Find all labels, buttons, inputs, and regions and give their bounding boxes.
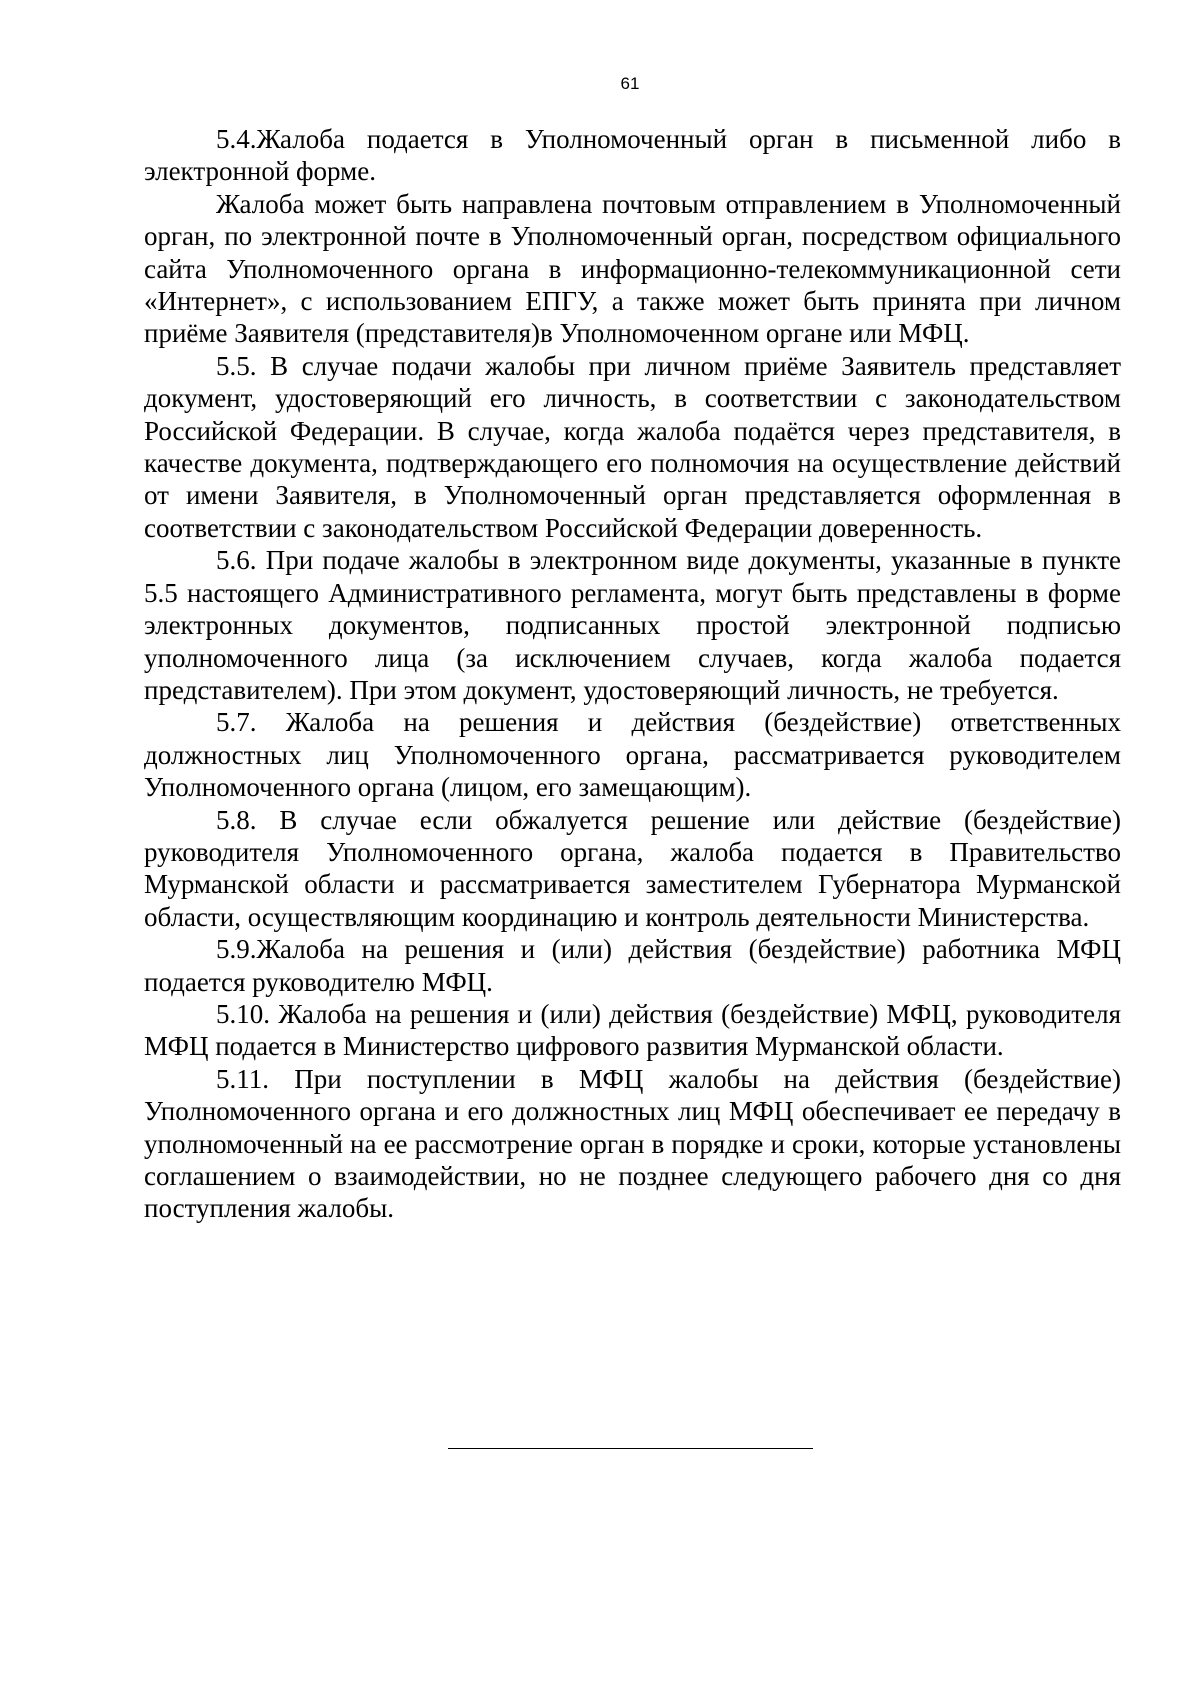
- page-number: 61: [620, 74, 640, 93]
- paragraph-5-7: 5.7. Жалоба на решения и действия (бездействие) ответственных должностных лиц Уполномоченного органа, рассматривается руководителем Уполномоченного органа (лицом, его замещающим).: [144, 707, 1121, 803]
- paragraph-5-10: 5.10. Жалоба на решения и (или) действия (бездействие) МФЦ, руководителя МФЦ подается в Министерство цифрового развития Мурманской области.: [144, 998, 1121, 1062]
- paragraph-5-11: 5.11. При поступлении в МФЦ жалобы на действия (бездействие) Уполномоченного органа и его должностных лиц МФЦ обеспечивает ее передачу в уполномоченный на ее рассмотрение орган в порядке и сроки, которые установлены соглашением о взаимодействии, но не позднее следующего рабочего дня со дня поступления жалобы.: [144, 1063, 1121, 1224]
- paragraph-5-8: 5.8. В случае если обжалуется решение или действие (бездействие) руководителя Уполномоченного органа, жалоба подается в Правительство Мурманской области и рассматривается заместителем Губернатора Мурманской области, осуществляющим координацию и контроль деятельности Министерства.: [144, 804, 1121, 932]
- paragraph-5-9: 5.9.Жалоба на решения и (или) действия (бездействие) работника МФЦ подается руководителю МФЦ.: [144, 934, 1121, 997]
- paragraph-5-4-channels: Жалоба может быть направлена почтовым отправлением в Уполномоченный орган, по электронной почте в Уполномоченный орган, посредством официального сайта Уполномоченного органа в информационно-телекоммуникационной сети «Интернет», с использованием ЕПГУ, а также может быть принята при личном приёме Заявителя (представителя)в Уполномоченном органе или МФЦ.: [144, 188, 1121, 349]
- document-body: [144, 123, 1121, 1225]
- paragraph-5-5: 5.5. В случае подачи жалобы при личном приёме Заявитель представляет документ, удостоверяющий его личность, в соответствии с законодательством Российской Федерации. В случае, когда жалоба подаётся через представителя, в качестве документа, подтверждающего его полномочия на осуществление действий от имени Заявителя, в Уполномоченный орган представляется оформленная в соответствии с законодательством Российской Федерации доверенность.: [144, 350, 1121, 543]
- paragraph-5-6: 5.6. При подаче жалобы в электронном виде документы, указанные в пункте 5.5 настоящего Административного регламента, могут быть представлены в форме электронных документов, подписанных простой электронной подписью уполномоченного лица (за исключением случаев, когда жалоба подается представителем). При этом документ, удостоверяющий личность, не требуется.: [144, 545, 1121, 705]
- end-of-text-rule: [448, 1448, 813, 1449]
- paragraph-5-4: 5.4.Жалоба подается в Уполномоченный орган в письменной либо в электронной форме.: [144, 124, 1121, 187]
